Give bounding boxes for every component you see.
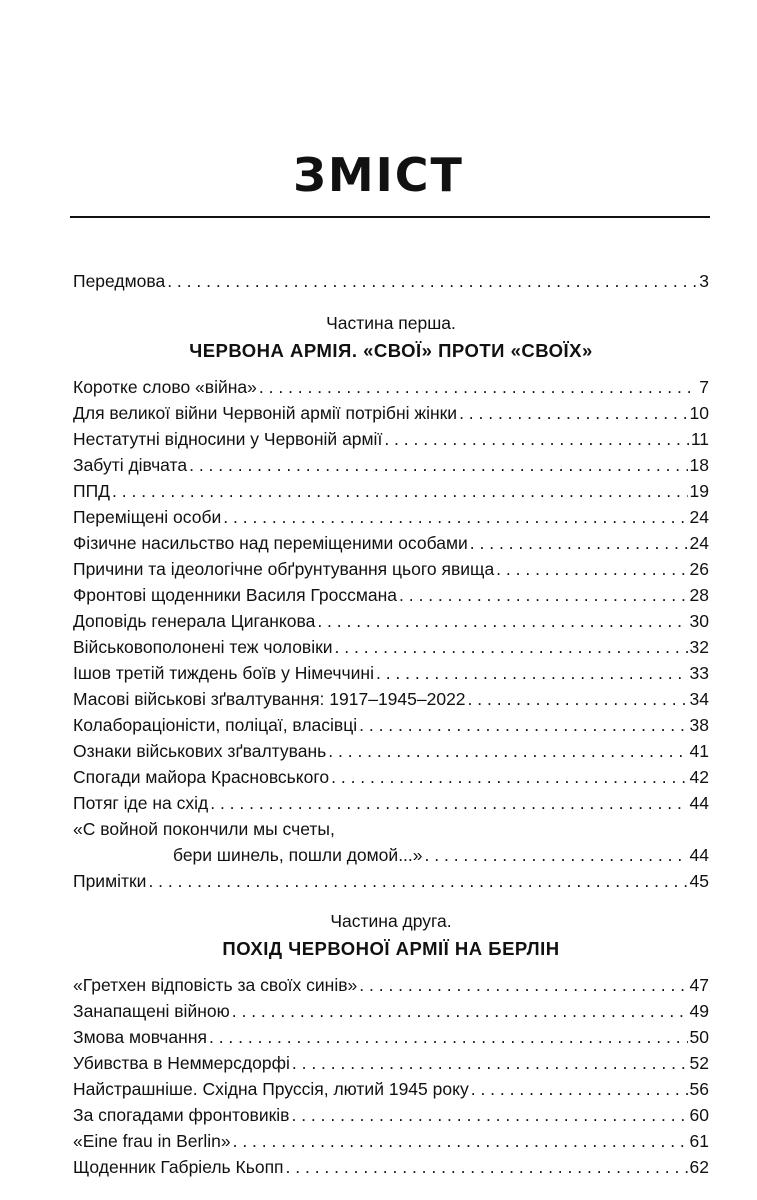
dot-leader — [468, 686, 688, 712]
toc-entry-title: «Гретхен відповість за своїх синів» — [73, 975, 358, 995]
toc-entry-notes[interactable] — [73, 868, 709, 894]
toc-entry-page: 3 — [699, 271, 709, 291]
dot-leader — [384, 426, 689, 452]
dot-leader — [359, 712, 687, 738]
toc-entry-title: Занапащені війною — [73, 1001, 230, 1021]
dot-leader — [376, 660, 688, 686]
toc-entry-page: 11 — [690, 429, 709, 449]
dot-leader — [328, 738, 687, 764]
dot-leader — [292, 1050, 688, 1076]
toc-entry-title: Ішов третій тиждень боїв у Німеччині — [73, 663, 374, 683]
toc-entry[interactable] — [73, 426, 709, 452]
part-two-entries — [73, 972, 709, 1180]
toc-entry-page: 44 — [689, 845, 709, 865]
toc-entry-page: 52 — [689, 1053, 709, 1073]
toc-entry[interactable] — [73, 660, 709, 686]
toc-entry-title: Змова мовчання — [73, 1027, 207, 1047]
toc-entry-page: 18 — [689, 455, 709, 475]
toc-entry-page: 49 — [689, 1001, 709, 1021]
toc-entry-title: Військовополонені теж чоловіки — [73, 637, 333, 657]
toc-entry-title: Примітки — [73, 871, 147, 891]
toc-entry-page: 24 — [689, 533, 709, 553]
toc-entry[interactable] — [73, 478, 709, 504]
dot-leader — [331, 764, 687, 790]
page-title: ЗМІСТ — [293, 148, 464, 202]
toc-entry-preface[interactable] — [73, 266, 709, 296]
toc-entry-title: Фізичне насильство над переміщеними особами — [73, 533, 468, 553]
dot-leader — [167, 266, 697, 296]
toc-entry-title: Переміщені особи — [73, 507, 222, 527]
toc-entry-title: Найстрашніше. Східна Пруссія, лютий 1945 року — [73, 1079, 469, 1099]
toc-entry-page: 62 — [689, 1157, 709, 1177]
title-rule — [70, 216, 710, 218]
toc-entry-page: 60 — [689, 1105, 709, 1125]
part-one-title: ЧЕРВОНА АРМІЯ. «СВОЇ» ПРОТИ «СВОЇХ» — [189, 340, 593, 361]
toc-entry-page: 28 — [689, 585, 709, 605]
dot-leader — [317, 608, 687, 634]
toc-entry-title: Масові військові зґвалтування: 1917–1945–2022 — [73, 689, 466, 709]
dot-leader — [189, 452, 687, 478]
dot-leader — [286, 1154, 688, 1180]
toc-entry[interactable] — [73, 400, 709, 426]
dot-leader — [471, 1076, 688, 1102]
toc-entry[interactable] — [73, 686, 709, 712]
toc-entry-page: 10 — [689, 403, 709, 423]
toc-entry-title: Передмова — [73, 271, 166, 291]
toc-entry-page: 42 — [689, 767, 709, 787]
toc-entry[interactable] — [73, 608, 709, 634]
toc-entry-title: Забуті дівчата — [73, 455, 188, 475]
toc-entry-title: Коротке слово «війна» — [73, 377, 257, 397]
toc-entry-title: Причини та ідеологічне обґрунтування цього явища — [73, 559, 495, 579]
toc-entry[interactable] — [73, 712, 709, 738]
toc-entry[interactable] — [73, 556, 709, 582]
dot-leader — [425, 842, 688, 868]
toc-entry[interactable] — [73, 1128, 709, 1154]
toc-entry[interactable] — [73, 582, 709, 608]
toc-entry-title: Фронтові щоденники Василя Гроссмана — [73, 585, 398, 605]
toc-entry-title: ППД — [73, 481, 111, 501]
dot-leader — [112, 478, 688, 504]
toc-entry-title: «Eine frau in Berlin» — [73, 1131, 231, 1151]
toc-entry-page: 19 — [689, 481, 709, 501]
dot-leader — [470, 530, 688, 556]
toc-entry[interactable] — [73, 1050, 709, 1076]
toc-entry-title: Нестатутні відносини у Червоній армії — [73, 429, 383, 449]
dot-leader — [210, 790, 687, 816]
toc-entry-page: 32 — [689, 637, 709, 657]
toc-entry[interactable] — [73, 452, 709, 478]
dot-leader — [496, 556, 687, 582]
toc-entry-page: 61 — [689, 1131, 709, 1151]
part-one-label: Частина перша. — [326, 313, 456, 333]
toc-entry-page: 30 — [689, 611, 709, 631]
toc-entry-title: Спогади майора Красновського — [73, 767, 330, 787]
toc-entry[interactable] — [73, 764, 709, 790]
part-two-title: ПОХІД ЧЕРВОНОЇ АРМІЇ НА БЕРЛІН — [222, 938, 560, 959]
toc-entry-title: Доповідь генерала Циганкова — [73, 611, 316, 631]
toc-entry[interactable] — [73, 374, 709, 400]
toc-entry-title: Ознаки військових зґвалтувань — [73, 741, 327, 761]
toc-entry-title: Убивства в Неммерсдорфі — [73, 1053, 290, 1073]
toc-entry-title: За спогадами фронтовиків — [73, 1105, 290, 1125]
toc-entry-page: 26 — [689, 559, 709, 579]
toc-entry-poem-line-2[interactable] — [73, 842, 709, 868]
dot-leader — [232, 998, 688, 1024]
toc-entry-title: Для великої війни Червоній армії потрібні жінки — [73, 403, 458, 423]
toc-entry-page: 7 — [699, 377, 709, 397]
dot-leader — [335, 634, 688, 660]
dot-leader — [259, 374, 697, 400]
toc-entry[interactable] — [73, 1076, 709, 1102]
toc-entry-page: 44 — [689, 793, 709, 813]
toc-entry-title: бери шинель, пошли домой...» — [173, 845, 423, 865]
dot-leader — [291, 1102, 687, 1128]
part-one-entries — [73, 374, 709, 894]
toc-entry-title: Потяг іде на схід — [73, 793, 209, 813]
toc-entry[interactable] — [73, 1102, 709, 1128]
dot-leader — [359, 972, 687, 998]
dot-leader — [399, 582, 688, 608]
toc-entry-page: 34 — [689, 689, 709, 709]
toc-entry-page: 41 — [689, 741, 709, 761]
table-of-contents — [73, 266, 709, 1180]
toc-entry-page: 33 — [689, 663, 709, 683]
toc-entry[interactable] — [73, 998, 709, 1024]
toc-entry-title: Щоденник Габріель Кьопп — [73, 1157, 284, 1177]
toc-entry-page: 24 — [689, 507, 709, 527]
toc-entry[interactable] — [73, 1024, 709, 1050]
toc-entry[interactable] — [73, 1154, 709, 1180]
dot-leader — [209, 1024, 688, 1050]
toc-entry[interactable] — [73, 530, 709, 556]
toc-entry-page: 56 — [689, 1079, 709, 1099]
toc-entry[interactable] — [73, 738, 709, 764]
toc-entry-title: Колабораціоністи, поліцаї, власівці — [73, 715, 358, 735]
dot-leader — [148, 868, 687, 894]
toc-entry[interactable] — [73, 972, 709, 998]
toc-entry-page: 47 — [689, 975, 709, 995]
toc-entry[interactable] — [73, 504, 709, 530]
dot-leader — [223, 504, 687, 530]
dot-leader — [459, 400, 687, 426]
toc-entry-page: 50 — [689, 1027, 709, 1047]
toc-entry-poem-line-1[interactable]: «С войной покончили мы счеты, — [73, 819, 335, 839]
toc-entry[interactable] — [73, 790, 709, 816]
toc-entry[interactable] — [73, 634, 709, 660]
toc-entry-page: 45 — [689, 871, 709, 891]
dot-leader — [233, 1128, 688, 1154]
toc-entry-page: 38 — [689, 715, 709, 735]
part-two-label: Частина друга. — [330, 911, 452, 931]
